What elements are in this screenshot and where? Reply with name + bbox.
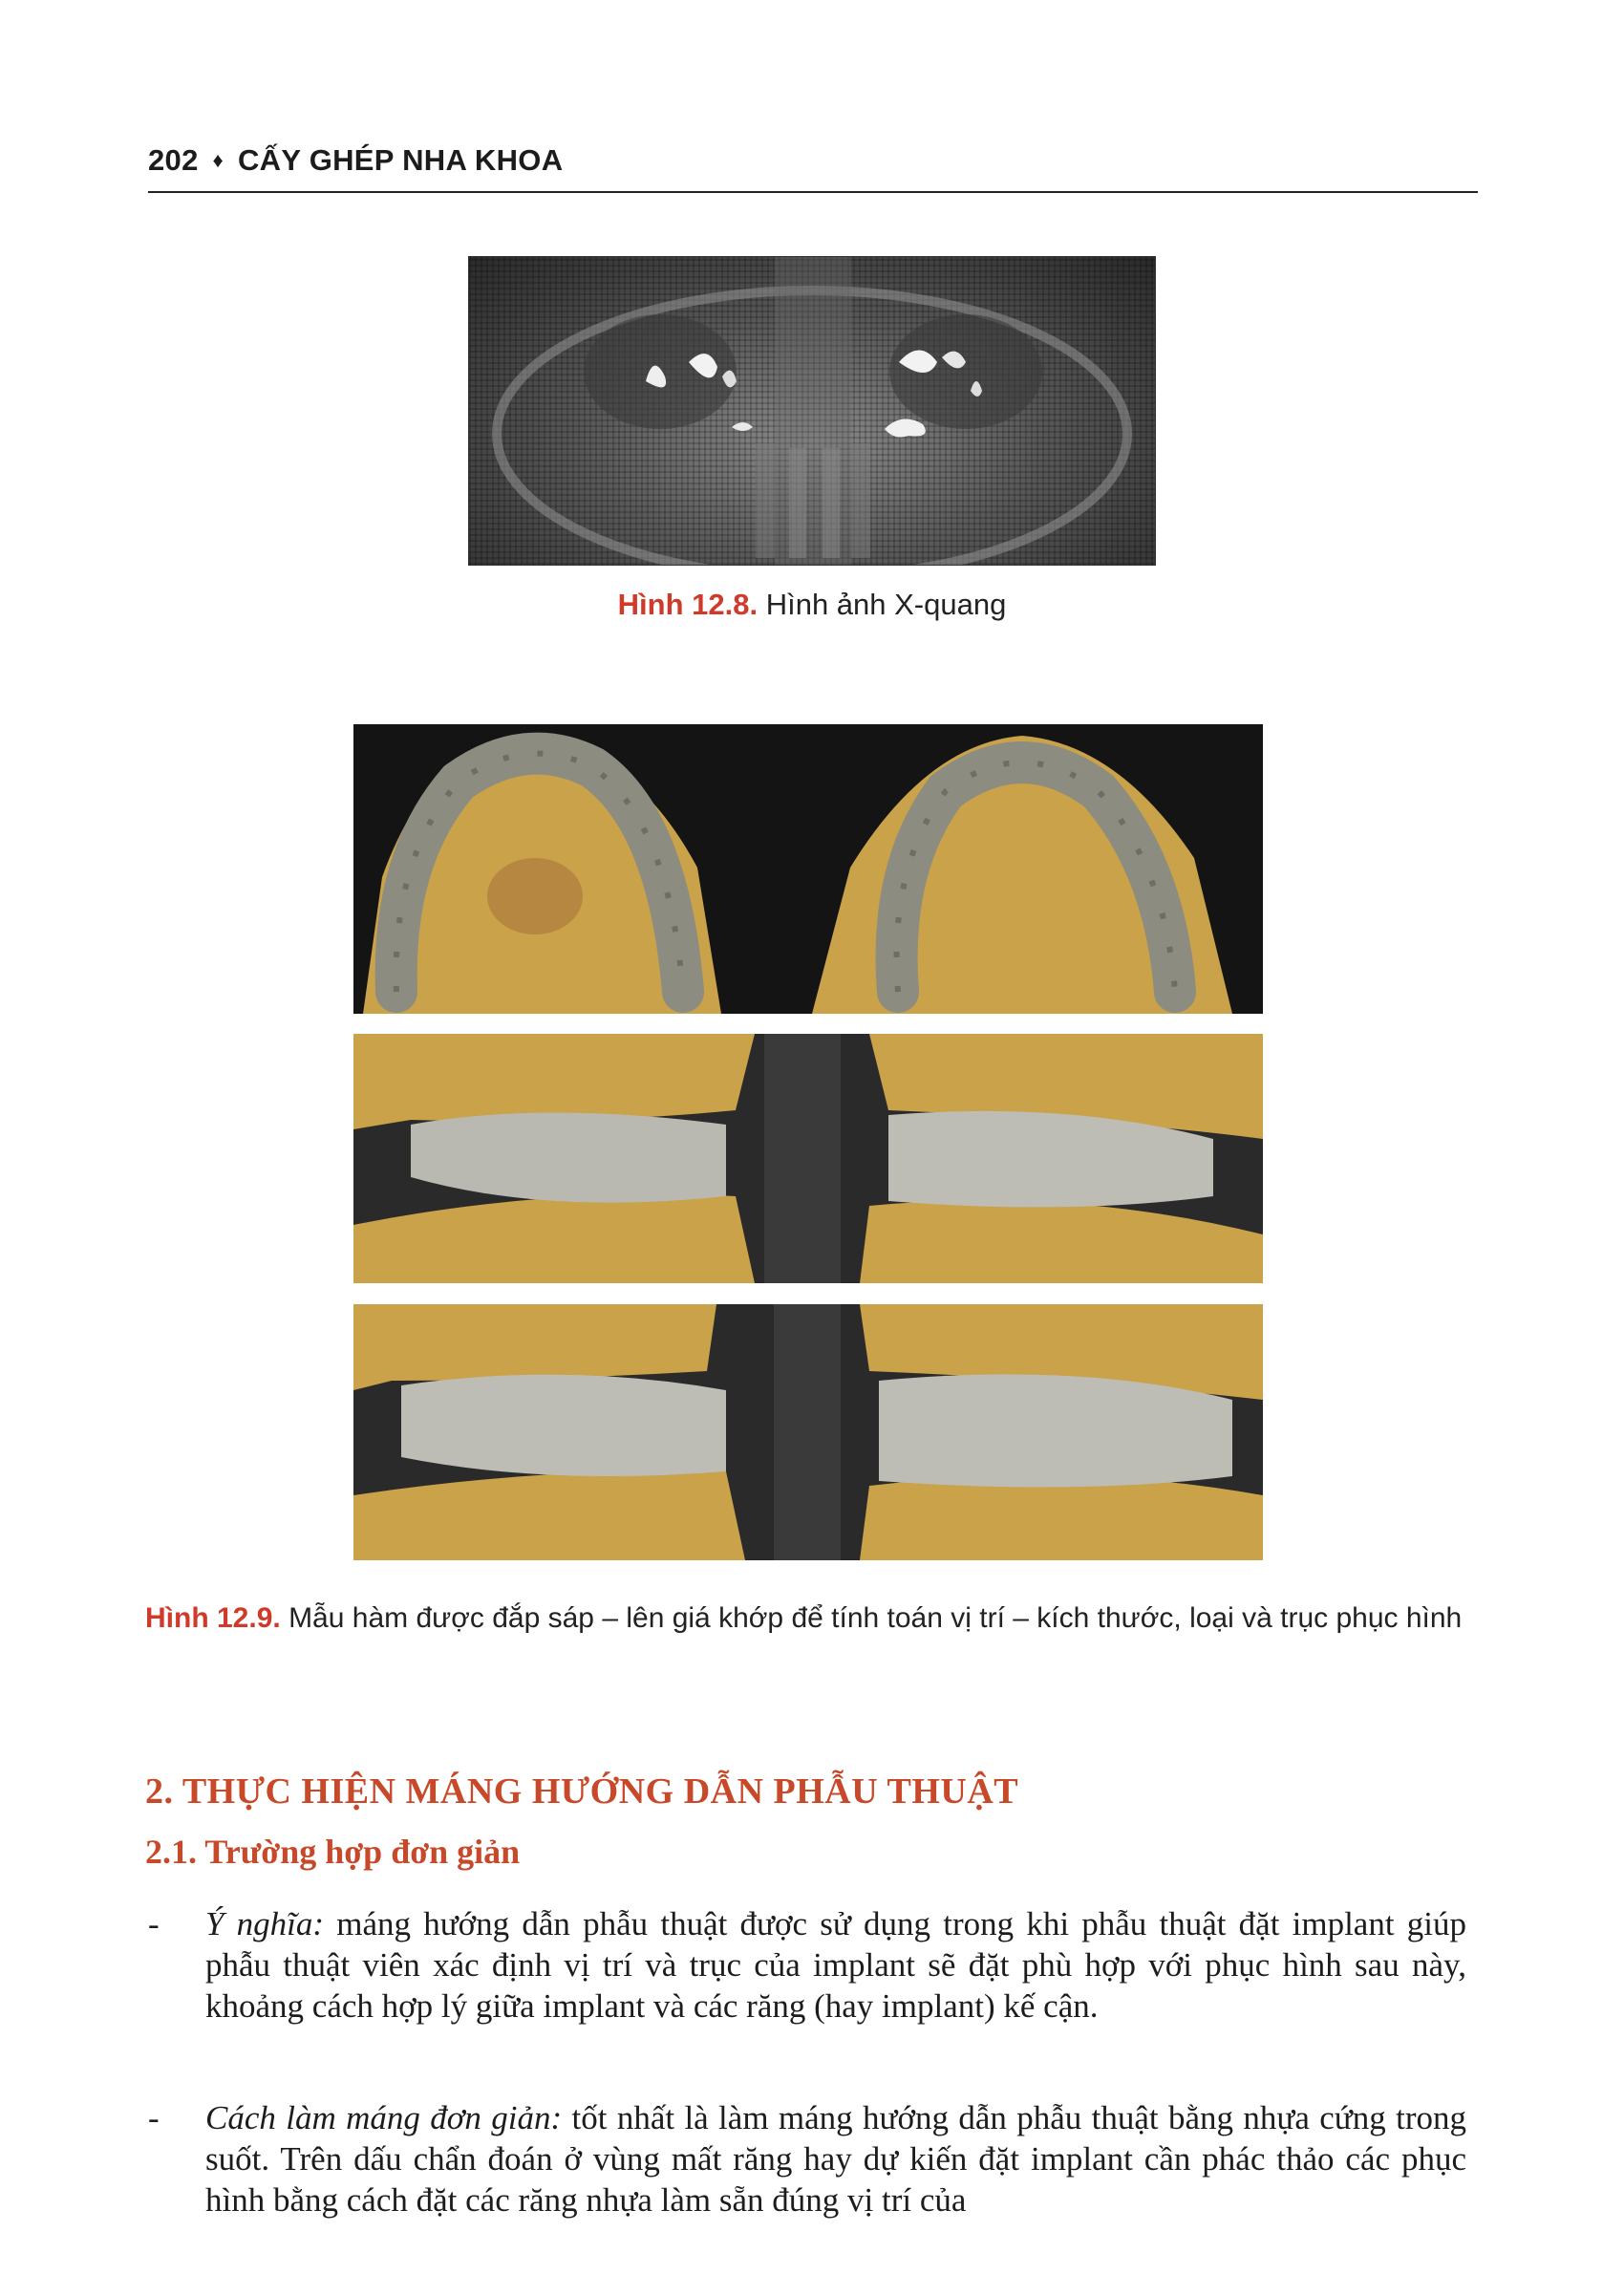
section-heading: 2. THỰC HIỆN MÁNG HƯỚNG DẪN PHẪU THUẬT [145, 1771, 1019, 1812]
xray-illustration [469, 257, 1155, 565]
bullet-dash: - [148, 2099, 160, 2136]
xray-image [468, 256, 1156, 566]
bullet-text: máng hướng dẫn phẫu thuật được sử dụng trong khi phẫu thuật đặt implant giúp phẫu thuật viên xác định vị trí và trục của implant sẽ đặt phù hợp với phục hình sau này, khoảng cách hợp lý giữa implant và các răng (hay implant) kế cận. [205, 1905, 1466, 2025]
page-number: 202 [148, 143, 199, 177]
book-title: CẤY GHÉP NHA KHOA [238, 143, 564, 177]
bullet-meaning [148, 1903, 1466, 2027]
diamond-icon: ♦ [212, 148, 224, 172]
dental-model-side-photo-1 [353, 1034, 1263, 1283]
figure-12-8-caption [0, 588, 1624, 622]
dental-model-occlusal-photo [353, 724, 1263, 1014]
bullet-text: tốt nhất là làm máng hướng dẫn phẫu thuật bằng nhựa cứng trong suốt. Trên dấu chẩn đoán ở vùng mất răng hay dự kiến đặt implant cần phác thảo các phục hình bằng cách đặt các răng nhựa làm sẵn đúng vị trí của [205, 2099, 1466, 2219]
figure-12-8-label: Hình 12.8. [617, 588, 759, 621]
bullet-method [148, 2097, 1466, 2221]
figure-12-9-caption [145, 1600, 1478, 1637]
dental-model-side-photo-2 [353, 1304, 1263, 1560]
figure-12-9-label: Hình 12.9. [145, 1602, 281, 1634]
figure-12-9-text: Mẫu hàm được đắp sáp – lên giá khớp để tính toán vị trí – kích thước, loại và trục phục hình [288, 1602, 1463, 1634]
bullet-lead: Ý nghĩa: [205, 1905, 325, 1942]
header-rule [148, 191, 1478, 193]
bullet-dash: - [148, 1905, 160, 1942]
subsection-heading: 2.1. Trường hợp đơn giản [145, 1833, 521, 1871]
running-header [148, 143, 1476, 178]
figure-12-8-text: Hình ảnh X-quang [765, 588, 1007, 621]
bullet-lead: Cách làm máng đơn giản: [205, 2099, 563, 2136]
